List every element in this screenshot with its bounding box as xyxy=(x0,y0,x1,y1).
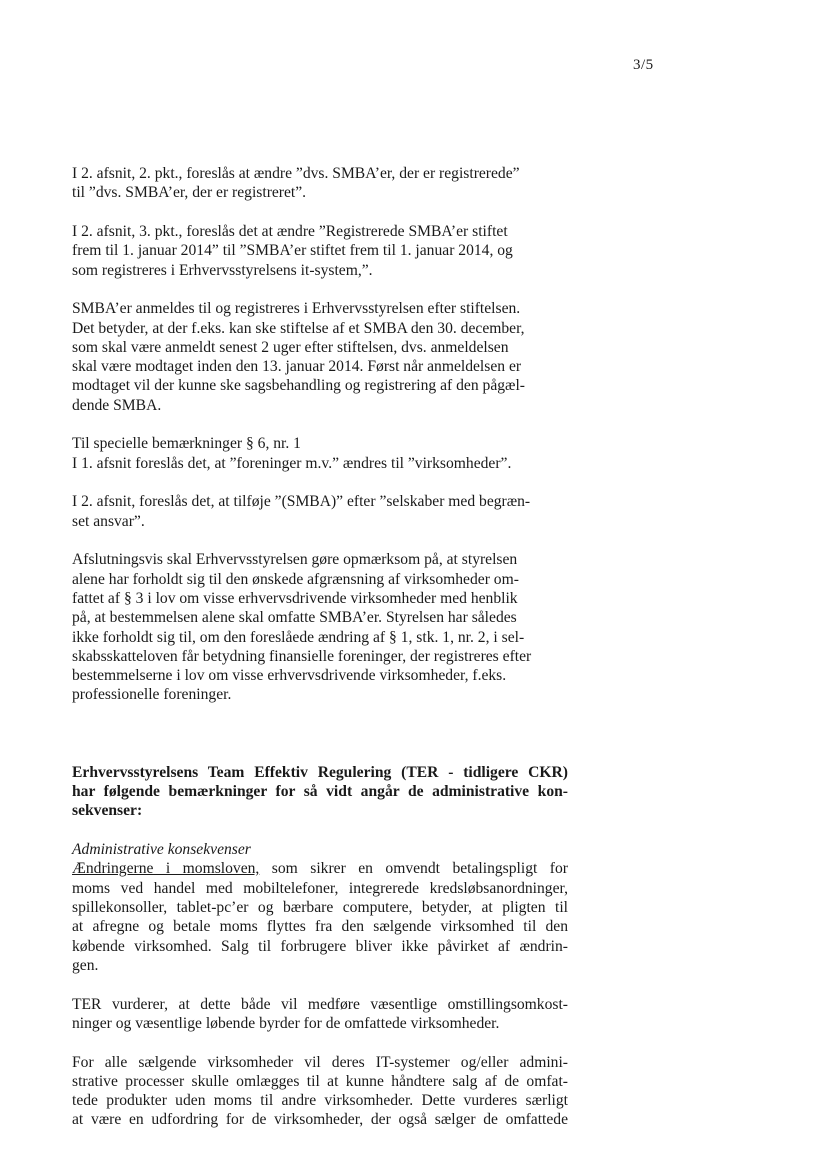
text-line: I 2. afsnit, 3. pkt., foreslås det at ændre ”Registrerede SMBA’er stiftet xyxy=(72,222,508,240)
text-line: købende virksomhed. Salg til forbrugere bliver ikke påvirket af ændrin- xyxy=(72,937,568,955)
section-heading xyxy=(72,763,568,821)
text-line: frem til 1. januar 2014” til ”SMBA’er stiftet frem til 1. januar 2014, og xyxy=(72,242,513,260)
paragraph-5 xyxy=(72,492,568,531)
text-line: I 1. afsnit foreslås det, at ”foreninger m.v.” ændres til ”virksomheder”. xyxy=(72,454,512,472)
text-line: til ”dvs. SMBA’er, der er registreret”. xyxy=(72,184,307,202)
text-line: som registreres i Erhvervsstyrelsens it-system,”. xyxy=(72,261,373,279)
heading-line: Erhvervsstyrelsens Team Effektiv Regulering (TER - tidligere CKR) xyxy=(72,763,568,781)
text-line: For alle sælgende virksomheder vil deres IT-systemer og/eller admini- xyxy=(72,1053,568,1071)
text-line: alene har forholdt sig til den ønskede afgrænsning af virksomheder om- xyxy=(72,570,519,588)
text-line: Det betyder, at der f.eks. kan ske stiftelse af et SMBA den 30. december, xyxy=(72,319,525,337)
text-line: fattet af § 3 i lov om visse erhvervsdrivende virksomheder med henblik xyxy=(72,590,518,607)
text-line: professionelle foreninger. xyxy=(72,686,232,704)
text-line: ninger og væsentlige løbende byrder for de omfattede virksomheder. xyxy=(72,1014,500,1032)
text-line: tede produkter uden moms til andre virksomheder. Dette vurderes særligt xyxy=(72,1092,568,1110)
text-line: som skal være anmeldt senest 2 uger efter stiftelsen, dvs. anmeldelsen xyxy=(72,338,509,356)
paragraph-7 xyxy=(72,840,568,975)
text-line: TER vurderer, at dette både vil medføre væsentlige omstillingsomkost- xyxy=(72,995,568,1013)
text-line: skabsskatteloven får betydning finansielle foreninger, der registreres efter xyxy=(72,647,532,665)
text-line: dende SMBA. xyxy=(72,396,162,414)
text-line: bestemmelserne i lov om visse erhvervsdrivende virksomheder, f.eks. xyxy=(72,667,507,685)
paragraph-9 xyxy=(72,1053,568,1130)
paragraph-6 xyxy=(72,550,568,704)
underlined-reference: Ændringerne i momsloven, xyxy=(72,860,260,878)
text-line: spillekonsoller, tablet-pc’er og bærbare computere, betyder, at pligten til xyxy=(72,898,568,916)
text-line xyxy=(72,859,568,878)
text-line: skal være modtaget inden den 13. januar 2014. Først når anmeldelsen er xyxy=(72,358,522,376)
paragraph-8 xyxy=(72,995,568,1034)
document-body xyxy=(72,164,568,1149)
text-line: Afslutningsvis skal Erhvervsstyrelsen gøre opmærksom på, at styrelsen xyxy=(72,551,518,569)
text-line: I 2. afsnit, foreslås det, at tilføje ”(SMBA)” efter ”selskaber med begræn- xyxy=(72,493,531,511)
paragraph-1 xyxy=(72,164,568,203)
text-line: at være en udfordring for de virksomheder, der også sælger de omfattede xyxy=(72,1111,568,1129)
subheading: Administrative konsekvenser xyxy=(72,841,251,859)
text-line: set ansvar”. xyxy=(72,512,145,530)
text-line: modtaget vil der kunne ske sagsbehandling og registrering af den pågæl- xyxy=(72,377,525,395)
text-line: strative processer skulle omlægges til at kunne håndtere salg af de omfat- xyxy=(72,1072,568,1090)
text-line: SMBA’er anmeldes til og registreres i Erhvervsstyrelsen efter stiftelsen. xyxy=(72,300,521,318)
text-fragment: som sikrer en omvendt betalingspligt for xyxy=(259,860,568,878)
paragraph-3 xyxy=(72,299,568,415)
text-line: på, at bestemmelsen alene skal omfatte SMBA’er. Styrelsen har således xyxy=(72,609,517,627)
page-number: 3/5 xyxy=(633,57,654,73)
heading-line: har følgende bemærkninger for så vidt angår de administrative kon- xyxy=(72,783,568,801)
text-line: Til specielle bemærkninger § 6, nr. 1 xyxy=(72,435,301,453)
text-line: ikke forholdt sig til, om den foreslåede ændring af § 1, stk. 1, nr. 2, i sel- xyxy=(72,628,525,646)
text-line: moms ved handel med mobiltelefoner, integrerede kredsløbsanordninger, xyxy=(72,879,568,897)
text-line: gen. xyxy=(72,956,99,974)
heading-line: sekvenser: xyxy=(72,802,143,820)
text-line: at afregne og betale moms flyttes fra den sælgende virksomhed til den xyxy=(72,918,568,936)
paragraph-4 xyxy=(72,434,568,473)
text-line: I 2. afsnit, 2. pkt., foreslås at ændre ”dvs. SMBA’er, der er registrerede” xyxy=(72,165,520,182)
paragraph-2 xyxy=(72,222,568,280)
